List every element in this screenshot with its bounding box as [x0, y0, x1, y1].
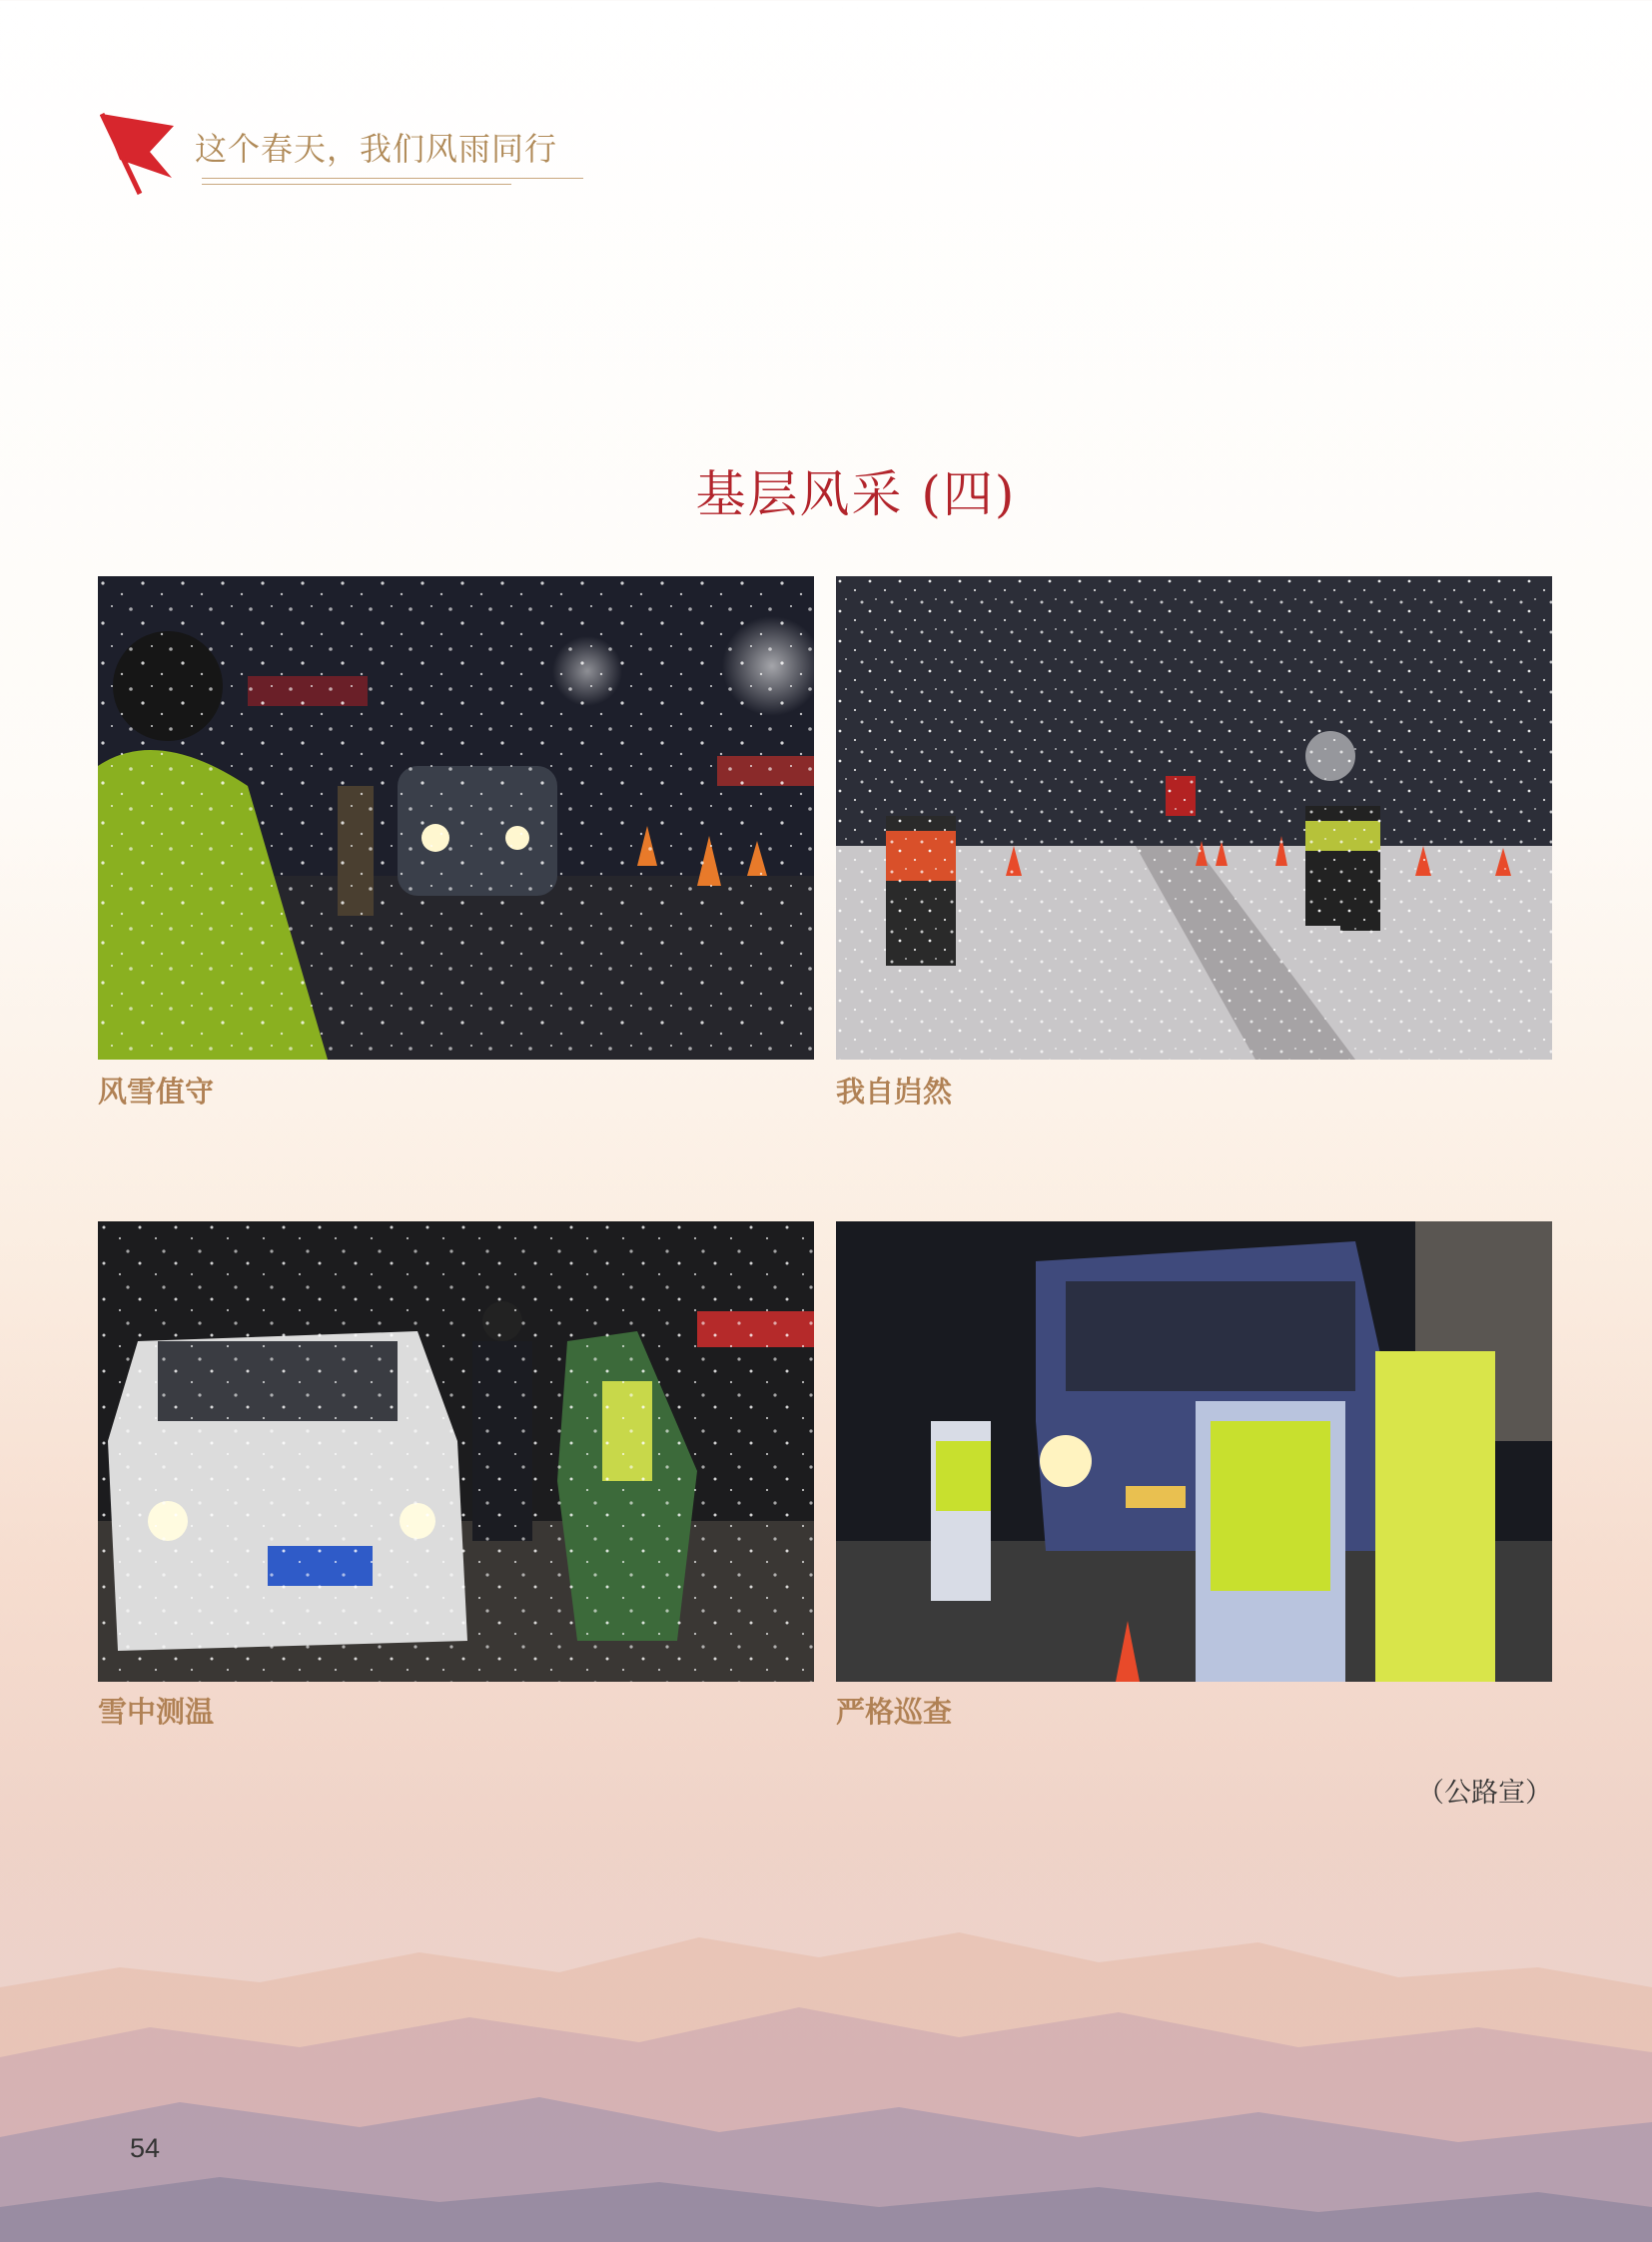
photo-caption: 风雪值守 — [98, 1075, 215, 1109]
header-rule — [202, 178, 583, 179]
photo-steadfast — [836, 576, 1552, 1060]
photo-credit: （公路宣） — [1417, 1778, 1552, 1809]
page-title: 基层风采 (四) — [695, 465, 1017, 523]
red-flag-icon — [100, 108, 180, 198]
page-number: 54 — [130, 2133, 161, 2163]
photo-temp-check — [98, 1221, 814, 1682]
photo-strict-patrol — [836, 1221, 1552, 1682]
photo-snow-duty — [98, 576, 814, 1060]
photo-caption: 严格巡查 — [836, 1695, 953, 1729]
running-title: 这个春天，我们风雨同行 — [195, 130, 558, 168]
header-rule — [202, 184, 511, 185]
mountain-background — [0, 1877, 1652, 2242]
photo-caption: 雪中测温 — [98, 1695, 215, 1729]
photo-caption: 我自岿然 — [836, 1075, 953, 1109]
